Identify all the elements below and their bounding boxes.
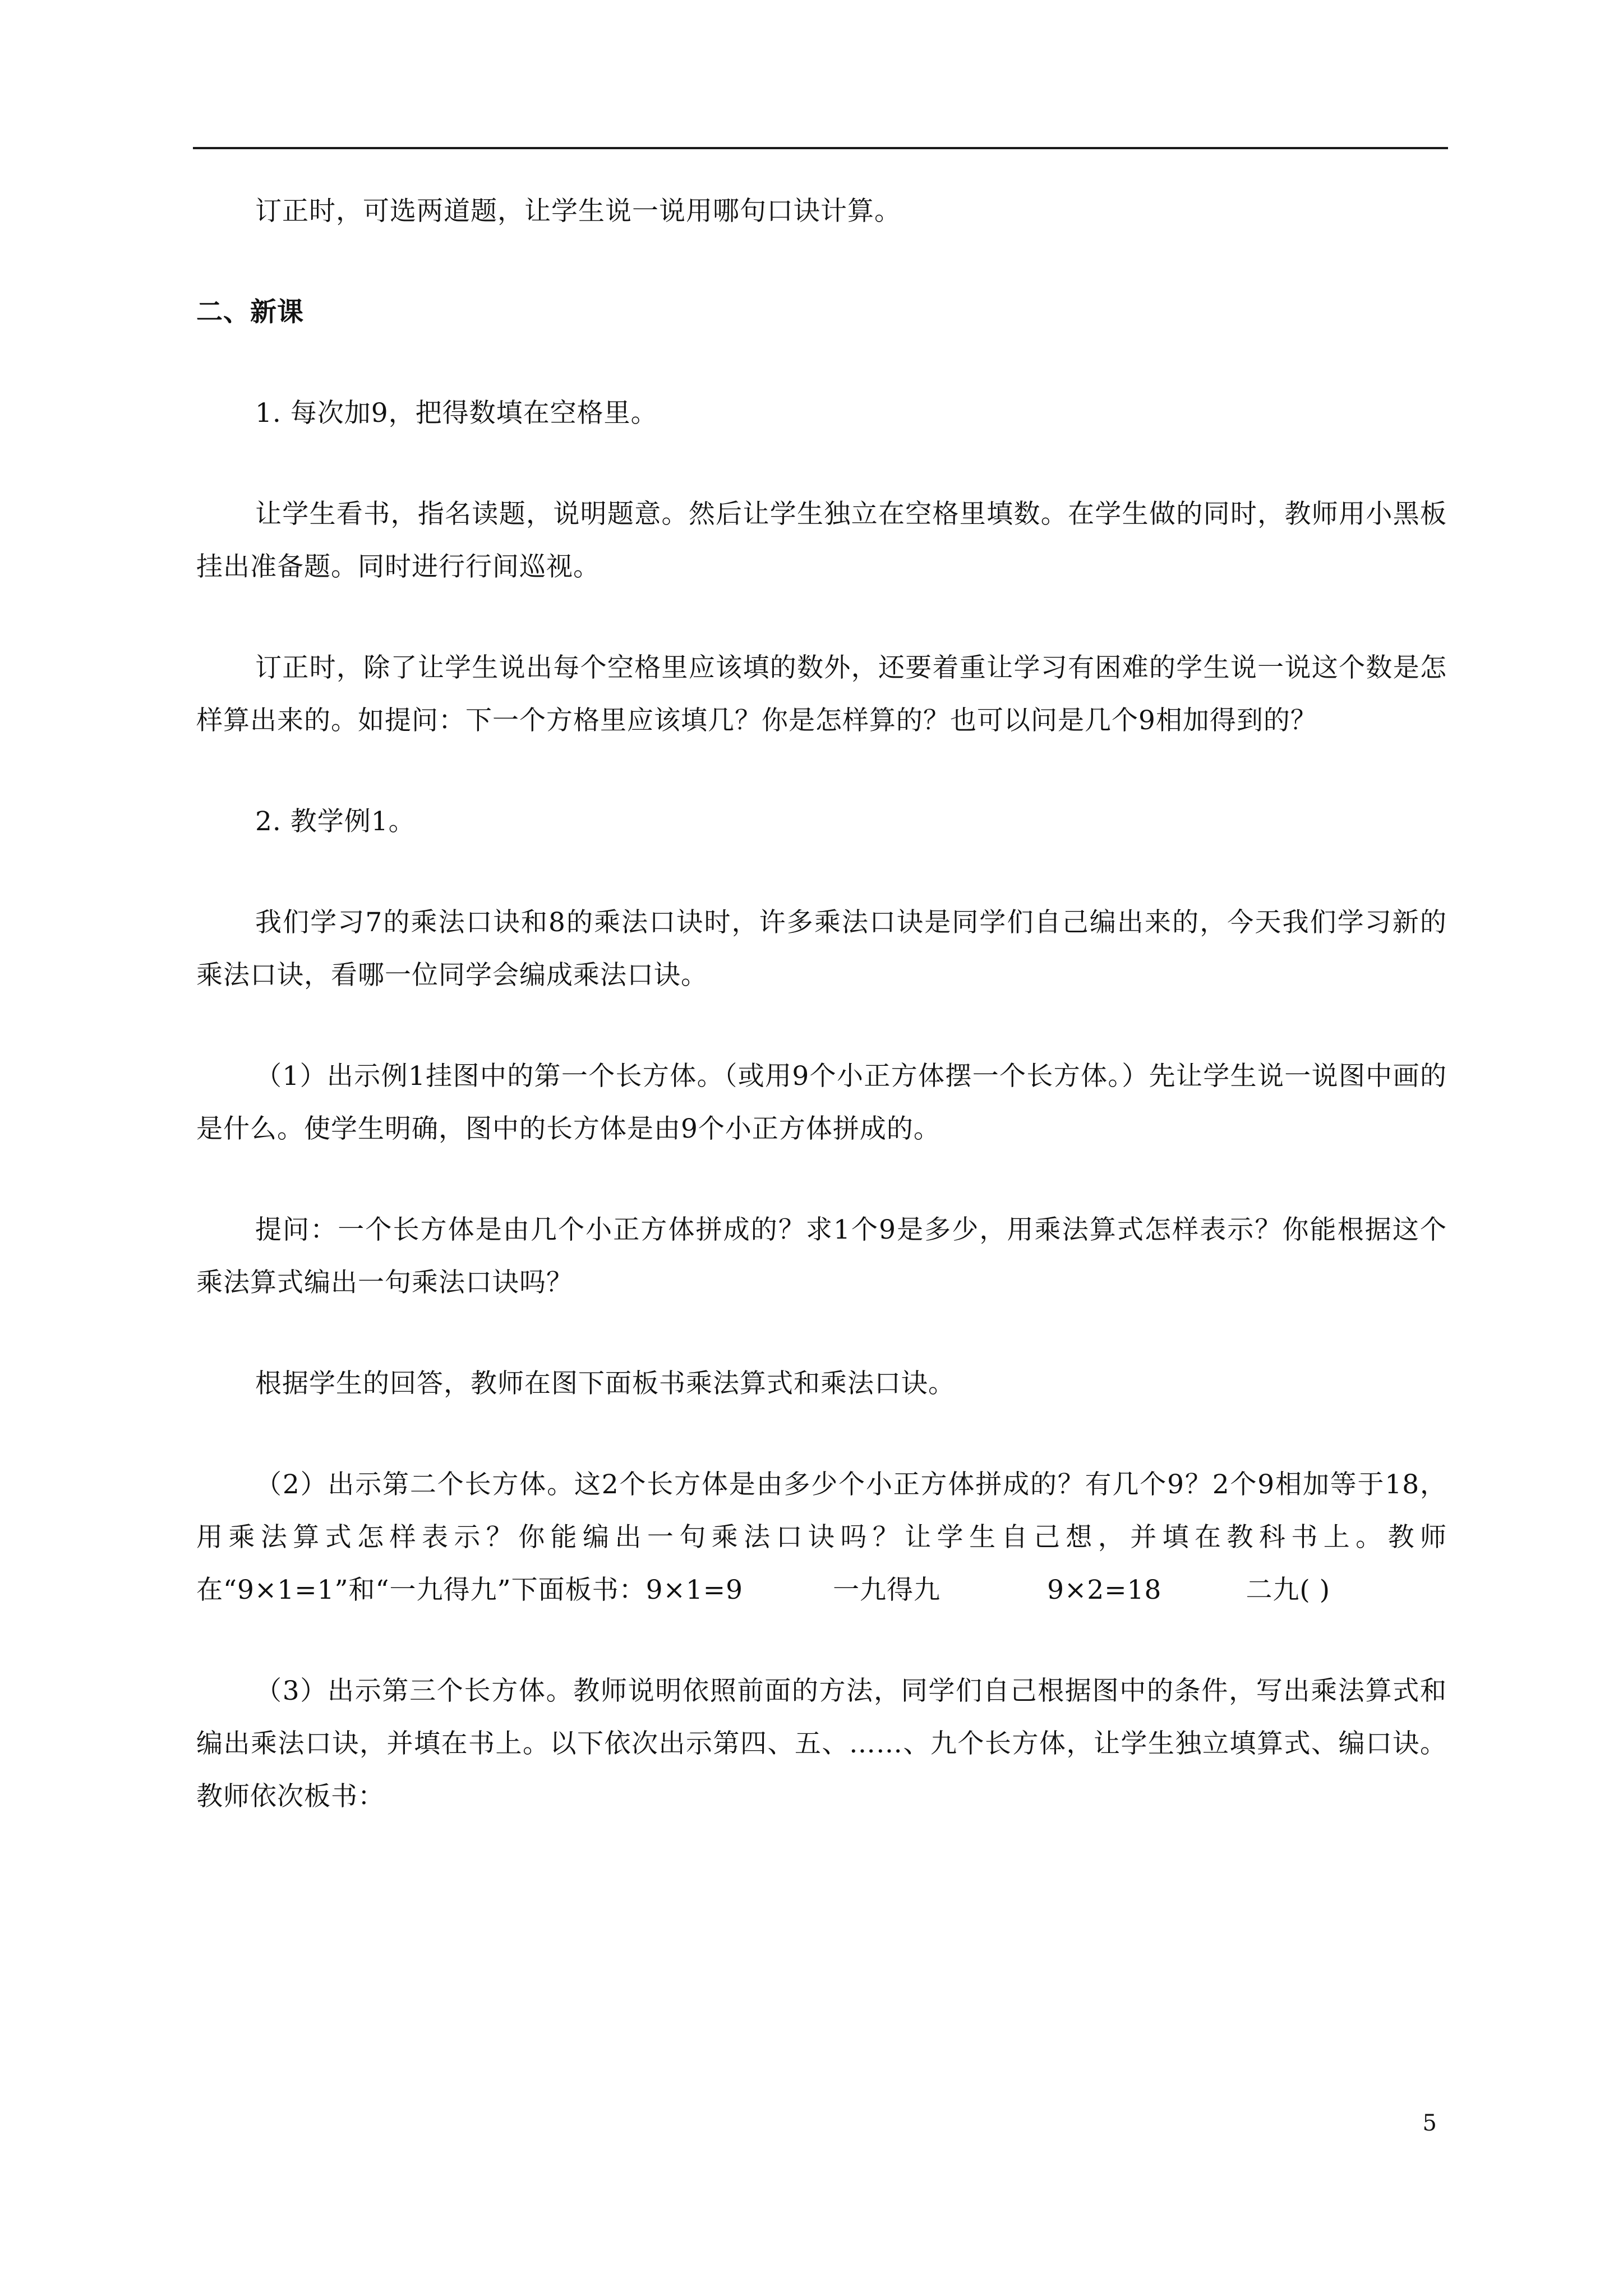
paragraph-intro-rhymes: 我们学习7的乘法口诀和8的乘法口诀时，许多乘法口诀是同学们自己编出来的，今天我们学习新的乘法口诀，看哪一位同学会编成乘法口诀。 [196,907,1447,991]
document-body [196,185,1447,1871]
paragraph-board-note: 根据学生的回答，教师在图下面板书乘法算式和乘法口诀。 [255,1368,955,1399]
paragraph-question: 提问：一个长方体是由几个小正方体拼成的？求1个9是多少，用乘法算式怎样表示？你能根据这个乘法算式编出一句乘法口诀吗？ [196,1214,1447,1298]
board-rhyme-1: 一九得九 [833,1575,941,1605]
paragraph-item-1: 1. 每次加9，把得数填在空格里。 [255,398,658,429]
paragraph-correction-detail: 订正时，除了让学生说出每个空格里应该填的数外，还要着重让学习有困难的学生说一说这个数是怎样算出来的。如提问：下一个方格里应该填几？你是怎样算的？也可以问是几个9相加得到的？ [196,652,1447,736]
step-2-text: （2）出示第二个长方体。这2个长方体是由多少个小正方体拼成的？有几个9？2个9相加等于18，用乘法算式怎样表示？你能编出一句乘法口诀吗？让学生自己想，并填在教科书上。教师在“9×1=1”和“一九得九”下面板书：9×1=9 [196,1469,1447,1605]
board-formula-2: 9×2=18 [1047,1575,1162,1605]
board-rhyme-2: 二九( ) [1246,1575,1331,1605]
header-rule [193,147,1448,149]
paragraph-step-2 [196,1458,1447,1617]
section-heading-new-lesson: 二、新课 [196,297,304,328]
paragraph-step-3: （3）出示第三个长方体。教师说明依照前面的方法，同学们自己根据图中的条件，写出乘法算式和编出乘法口诀，并填在书上。以下依次出示第四、五、……、九个长方体，让学生独立填算式、编口诀。教师依次板书： [196,1676,1447,1812]
paragraph-item-2: 2. 教学例1。 [255,806,416,837]
paragraph-step-1: （1）出示例1挂图中的第一个长方体。（或用9个小正方体摆一个长方体。）先让学生说一说图中画的是什么。使学生明确，图中的长方体是由9个小正方体拼成的。 [196,1061,1447,1144]
page-number: 5 [1422,2110,1437,2136]
paragraph-correction-note: 订正时，可选两道题，让学生说一说用哪句口诀计算。 [255,196,901,227]
paragraph-read-task: 让学生看书，指名读题，说明题意。然后让学生独立在空格里填数。在学生做的同时，教师用小黑板挂出准备题。同时进行行间巡视。 [196,499,1447,582]
